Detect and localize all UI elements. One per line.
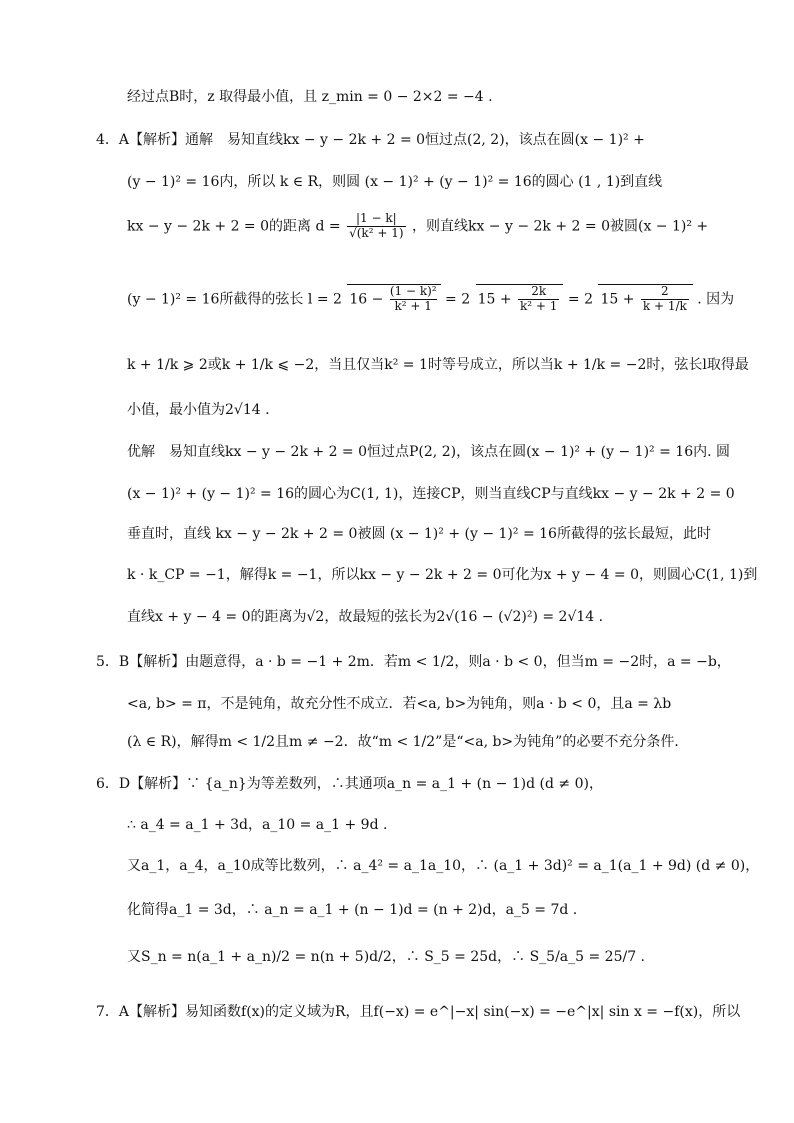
text-line-3: (y − 1)² = 16内，所以 k ∈ R，则圆 (x − 1)² + (y − 1)² = 16的圆心 (1 , 1)到直线 (127, 174, 663, 190)
text-line-7: 小值，最小值为2√14 . (127, 402, 270, 418)
answer-7-header: 7．A【解析】易知函数f(x)的定义域为R，且f(−x) = e^|−x| sin(−x) = −e^|x| sin x = −f(x)，所以 (96, 1004, 741, 1020)
chord-b-den: k² + 1 (520, 298, 558, 313)
answer-5-line-2: <a, b> = π，不是钝角，故充分性不成立．若<a, b>为钝角，则a · b < 0，且a = λb (127, 696, 672, 712)
chord-formula-line (127, 284, 734, 314)
chord-tail: . 因为 (697, 291, 735, 308)
chord-eq-1: = 2 (445, 291, 471, 308)
answer-6-header: 6．D【解析】∵ {a_n}为等差数列，∴其通项a_n = a_1 + (n − 1)d (d ≠ 0)， (96, 776, 603, 792)
chord-a: 16 − (349, 291, 384, 308)
optimal-solution-line-1: 优解 易知直线kx − y − 2k + 2 = 0恒过点P(2, 2)，该点在圆(x − 1)² + (y − 1)² = 16内. 圆 (127, 444, 731, 460)
chord-a-num: (1 − k)² (389, 284, 437, 298)
answer-6-line-2: ∴ a_4 = a_1 + 3d，a_10 = a_1 + 9d . (127, 817, 388, 833)
answer-5-line-3: (λ ∈ R)，解得m < 1/2且m ≠ −2．故“m < 1/2”是“<a, b>为钝角”的必要不充分条件． (127, 734, 689, 750)
optimal-solution-line-3: 垂直时，直线 kx − y − 2k + 2 = 0被圆 (x − 1)² + (y − 1)² = 16所截得的弦长最短，此时 (127, 526, 711, 542)
distance-denominator: √(k² + 1) (349, 225, 404, 240)
chord-fraction-1 (390, 285, 437, 314)
answer-4-header: 4．A【解析】通解 易知直线kx − y − 2k + 2 = 0恒过点(2, 2)，该点在圆(x − 1)² + (96, 132, 645, 148)
chord-text: (y − 1)² = 16所截得的弦长 (127, 291, 304, 308)
chord-c-num: 2 (661, 284, 669, 298)
answer-6-line-5: 又S_n = n(a_1 + a_n)/2 = n(n + 5)d/2，∴ S_5 = 25d，∴ S_5/a_5 = 25/7 . (127, 949, 646, 965)
chord-sqrt-2 (476, 284, 564, 314)
answer-6-line-4: 化简得a_1 = 3d，∴ a_n = a_1 + (n − 1)d = (n + 2)d，a_5 = 7d . (127, 902, 578, 918)
chord-b-num: 2k (531, 284, 547, 298)
distance-formula-line (127, 212, 708, 241)
chord-b: 15 + (477, 291, 512, 308)
optimal-solution-line-2: (x − 1)² + (y − 1)² = 16的圆心为C(1, 1)，连接CP，则当直线CP与直线kx − y − 2k + 2 = 0 (127, 486, 735, 502)
chord-lhs: l = 2 (307, 291, 342, 308)
answer-5-header: 5．B【解析】由题意得，a · b = −1 + 2m．若m < 1/2，则a · b < 0，但当m = −2时，a = −b， (96, 654, 731, 670)
distance-fraction (347, 212, 405, 241)
distance-text: kx − y − 2k + 2 = 0的距离 (127, 218, 312, 235)
text-line-6: k + 1/k ⩾ 2或k + 1/k ⩽ −2，当且仅当k² = 1时等号成立，所以当k + 1/k = −2时，弦长l取得最 (127, 357, 749, 373)
answer-6-line-3: 又a_1，a_4，a_10成等比数列，∴ a_4² = a_1a_10，∴ (a_1 + 3d)² = a_1(a_1 + 9d) (d ≠ 0)， (127, 858, 760, 874)
chord-c-den: k + 1/k (642, 298, 687, 313)
distance-numerator: |1 − k| (355, 211, 397, 225)
distance-lhs: d = (315, 218, 341, 235)
text-line-1: 经过点B时，z 取得最小值，且 z_min = 0 − 2×2 = −4 . (127, 89, 493, 105)
optimal-solution-line-4: k · k_CP = −1，解得k = −1，所以kx − y − 2k + 2 = 0可化为x + y − 4 = 0，则圆心C(1, 1)到 (127, 567, 758, 583)
chord-a-den: k² + 1 (390, 299, 437, 314)
chord-sqrt-3 (598, 284, 692, 314)
distance-tail: ，则直线kx − y − 2k + 2 = 0被圆(x − 1)² + (411, 218, 709, 235)
optimal-solution-line-5: 直线x + y − 4 = 0的距离为√2，故最短的弦长为2√(16 − (√2)²) = 2√14 . (127, 609, 604, 625)
chord-fraction-3 (641, 285, 689, 314)
chord-sqrt-1 (347, 284, 440, 314)
chord-eq-2: = 2 (567, 291, 593, 308)
chord-c: 15 + (600, 291, 635, 308)
chord-fraction-2 (518, 285, 559, 314)
